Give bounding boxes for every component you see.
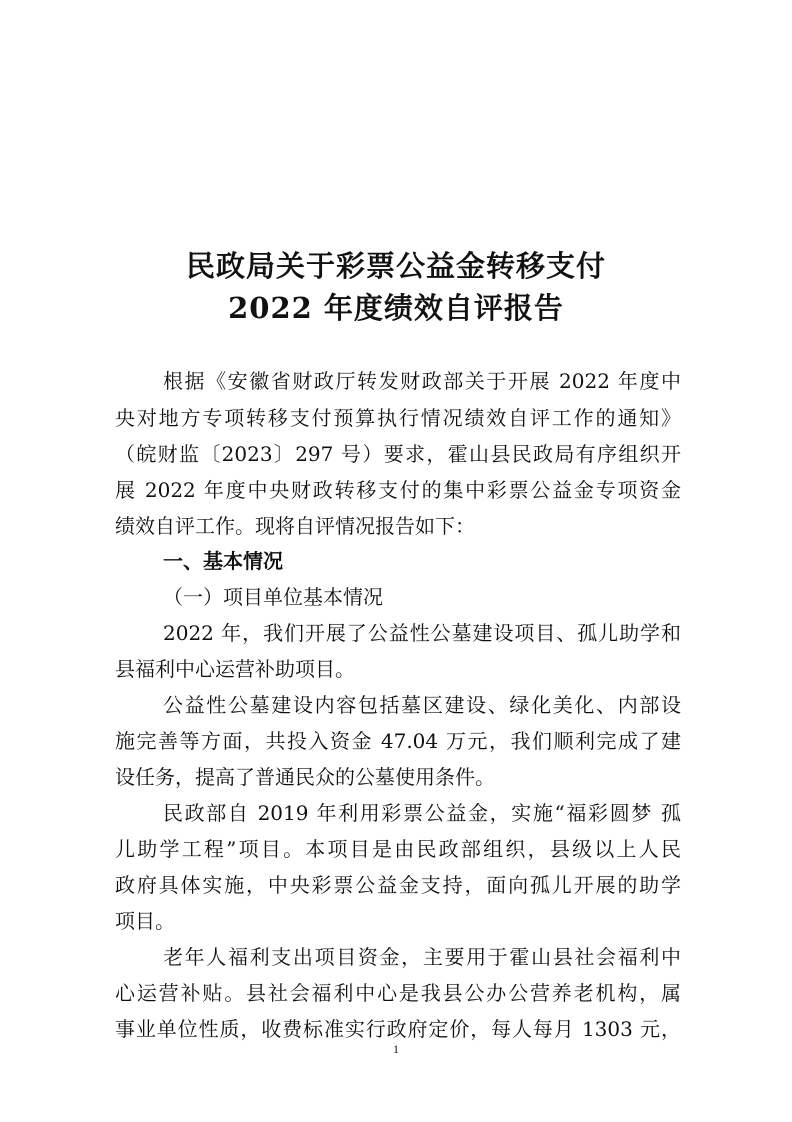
para2-line-2: 施完善等方面，共投入资金 47.04 万元，我们顺利完成了建 xyxy=(115,729,681,753)
para1-line-1: 2022 年，我们开展了公益性公墓建设项目、孤儿助学和 xyxy=(163,621,681,645)
intro-line-4: 展 2022 年度中央财政转移支付的集中彩票公益金专项资金 xyxy=(115,478,681,502)
para4-line-3: 事业单位性质，收费标准实行政府定价，每人每月 1303 元， xyxy=(115,1017,681,1041)
para3-line-1: 民政部自 2019 年利用彩票公益金，实施“福彩圆梦 孤 xyxy=(163,801,681,825)
para3-line-4: 项目。 xyxy=(115,909,175,933)
para2-line-3: 设任务，提高了普通民众的公墓使用条件。 xyxy=(115,765,495,789)
para3-line-2: 儿助学工程”项目。本项目是由民政部组织，县级以上人民 xyxy=(115,837,681,861)
document-title-line-1: 民政局关于彩票公益金转移支付 xyxy=(185,249,606,283)
intro-line-5: 绩效自评工作。现将自评情况报告如下： xyxy=(115,514,475,538)
intro-line-1: 根据《安徽省财政厅转发财政部关于开展 2022 年度中 xyxy=(163,369,681,393)
intro-line-2: 央对地方专项转移支付预算执行情况绩效自评工作的通知》 xyxy=(115,406,681,430)
page-number: 1 xyxy=(393,1042,399,1056)
para4-line-1: 老年人福利支出项目资金，主要用于霍山县社会福利中 xyxy=(163,945,681,969)
intro-line-3: （皖财监〔2023〕297 号）要求，霍山县民政局有序组织开 xyxy=(115,442,681,466)
para1-line-2: 县福利中心运营补助项目。 xyxy=(115,657,355,681)
para4-line-2: 心运营补贴。县社会福利中心是我县公办公营养老机构，属 xyxy=(115,981,681,1005)
para3-line-3: 政府具体实施，中央彩票公益金支持，面向孤儿开展的助学 xyxy=(115,873,681,897)
subsection-heading-unit-info: （一）项目单位基本情况 xyxy=(163,585,383,609)
section-heading-basic-info: 一、基本情况 xyxy=(163,549,283,573)
document-title-line-2: 2022 年度绩效自评报告 xyxy=(228,291,564,325)
para2-line-1: 公益性公墓建设内容包括墓区建设、绿化美化、内部设 xyxy=(163,693,681,717)
